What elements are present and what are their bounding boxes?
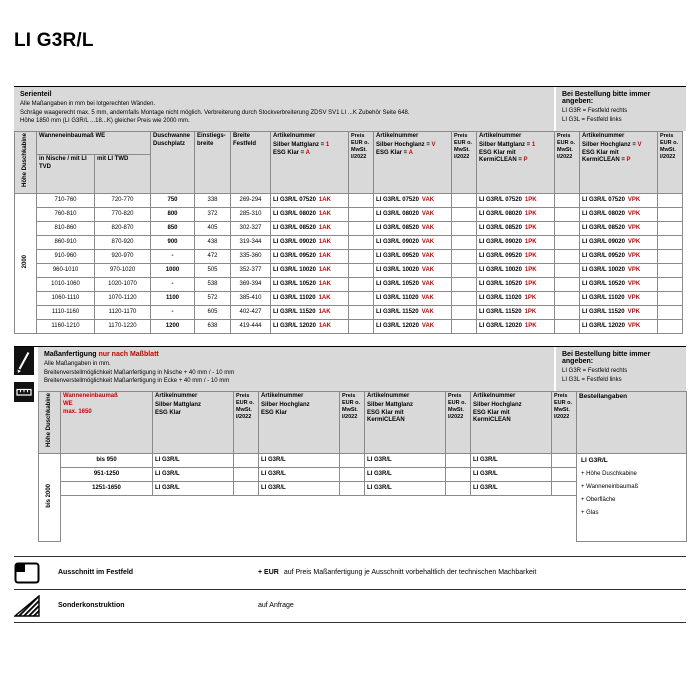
artikel-header-1: Artikelnummer Silber Mattglanz = 1 ESG Klar = A [271, 132, 349, 194]
cell-wanne: 750 [151, 193, 195, 207]
cell-breite: 419-444 [231, 319, 271, 333]
cell-preis [555, 305, 580, 319]
cell-artikelnummer: LI G3R/L [365, 467, 446, 481]
cell-artikelnummer: LI G3R/L 09520 1PK [477, 249, 555, 263]
massanfertigung-ruler-icon [14, 382, 36, 407]
order-info-title: Bei Bestellung bitte immer angeben: [562, 350, 651, 365]
table-row [15, 291, 683, 305]
cell-wanne: 800 [151, 207, 195, 221]
cell-preis [446, 467, 471, 481]
cell-we: 1251-1650 [61, 481, 153, 495]
header-row [39, 391, 687, 453]
cell-artikelnummer: LI G3R/L [471, 481, 552, 495]
cell-artikelnummer: LI G3R/L 11520 1AK [271, 305, 349, 319]
cell-preis [349, 319, 374, 333]
cell-artikelnummer: LI G3R/L 12020 1AK [271, 319, 349, 333]
cell-wanne: - [151, 249, 195, 263]
artikel-header-3: Artikelnummer Silber Mattglanz ESG Klar mit KermiCLEAN [365, 391, 446, 453]
note-line: Breitenverstellmöglichkeit Maßanfertigung in Ecke + 40 mm / - 10 mm [44, 378, 230, 385]
preis-header: Preis EUR o. MwSt. I/2022 [340, 391, 365, 453]
cell-preis [340, 467, 365, 481]
cell-wanne: - [151, 277, 195, 291]
col-duschwanne-header: Duschwanne Duschplatz [151, 132, 195, 194]
massanfertigung-main [38, 347, 686, 542]
hoehe-value: bis 2000 [45, 483, 52, 508]
cell-artikelnummer: LI G3R/L 10020 1AK [271, 263, 349, 277]
bestellangaben-header: Bestellangaben [577, 391, 687, 453]
hoehe-duschkabine-label: Höhe Duschkabine [45, 392, 52, 447]
cell-twd: 870-920 [95, 235, 151, 249]
cell-artikelnummer: LI G3R/L 08520 1AK [271, 221, 349, 235]
preis-header: Preis EUR o. MwSt. I/2022 [552, 391, 577, 453]
empty-area [61, 495, 577, 541]
cell-artikelnummer: LI G3R/L 09020 VAK [374, 235, 452, 249]
cell-artikelnummer: LI G3R/L 11020 VAK [374, 291, 452, 305]
cell-breite: 269-294 [231, 193, 271, 207]
serienteil-section [14, 86, 686, 334]
cell-einstieg: 638 [195, 319, 231, 333]
preis-header: Preis EUR o. MwSt. I/2022 [349, 132, 374, 194]
cell-preis [452, 249, 477, 263]
cell-preis [658, 235, 683, 249]
sonderkonstruktion-row [14, 589, 686, 622]
cell-preis [552, 467, 577, 481]
cell-artikelnummer: LI G3R/L [365, 481, 446, 495]
order-info-line: LI G3R = Festfeld rechts [562, 367, 628, 374]
table-row [15, 235, 683, 249]
artikel-header-2: Artikelnummer Silber Hochglanz = V ESG Klar = A [374, 132, 452, 194]
cell-twd: 1120-1170 [95, 305, 151, 319]
bestell-item: + Höhe Duschkabine [581, 470, 637, 477]
cell-preis [349, 193, 374, 207]
cell-artikelnummer: LI G3R/L 10020 VAK [374, 263, 452, 277]
cell-we: bis 950 [61, 453, 153, 467]
cell-preis [658, 263, 683, 277]
artikel-header-4: Artikelnummer Silber Hochglanz = V ESG Klar mit KermiCLEAN = P [580, 132, 658, 194]
artikel-header-1: Artikelnummer Silber Mattglanz ESG Klar [153, 391, 234, 453]
page-title: LI G3R/L [14, 30, 94, 51]
note-line: Breitenverstellmöglichkeit Maßanfertigung in Nische + 40 mm / - 10 mm [44, 369, 235, 376]
cell-preis [555, 263, 580, 277]
cell-artikelnummer: LI G3R/L 10520 1AK [271, 277, 349, 291]
cell-einstieg: 438 [195, 235, 231, 249]
cell-preis [555, 277, 580, 291]
cell-twd: 970-1020 [95, 263, 151, 277]
cell-preis [552, 453, 577, 467]
cell-nische: 860-910 [37, 235, 95, 249]
cell-preis [658, 249, 683, 263]
cell-artikelnummer: LI G3R/L 12020 VPK [580, 319, 658, 333]
cell-nische: 760-810 [37, 207, 95, 221]
hoehe-value-cell [39, 453, 61, 541]
cell-preis [658, 207, 683, 221]
sonderkonstruktion-icon [14, 595, 58, 617]
cell-preis [452, 193, 477, 207]
cell-artikelnummer: LI G3R/L [365, 453, 446, 467]
cell-einstieg: 338 [195, 193, 231, 207]
cell-nische: 910-960 [37, 249, 95, 263]
cell-artikelnummer: LI G3R/L [153, 453, 234, 467]
cell-preis [349, 277, 374, 291]
cell-preis [452, 319, 477, 333]
cell-preis [349, 207, 374, 221]
cell-artikelnummer: LI G3R/L 08020 VAK [374, 207, 452, 221]
cell-preis [555, 291, 580, 305]
cell-artikelnummer: LI G3R/L 07520 VAK [374, 193, 452, 207]
bestellangaben-cell [577, 453, 687, 541]
cell-wanne: 1200 [151, 319, 195, 333]
cell-artikelnummer: LI G3R/L 07520 VPK [580, 193, 658, 207]
section-title: Maßanfertigung nur nach Maßblatt [44, 350, 159, 358]
cell-artikelnummer: LI G3R/L 07520 1PK [477, 193, 555, 207]
table-row [15, 221, 683, 235]
cell-preis [340, 453, 365, 467]
cell-preis [446, 453, 471, 467]
table-row [15, 193, 683, 207]
note-line: Alle Maßangaben in mm bei lotgerechten Wänden. [20, 101, 156, 107]
preis-header: Preis EUR o. MwSt. I/2022 [452, 132, 477, 194]
cell-artikelnummer: LI G3R/L 10520 1PK [477, 277, 555, 291]
cell-artikelnummer: LI G3R/L 11020 1AK [271, 291, 349, 305]
order-info-box [556, 87, 686, 131]
order-info-line: LI G3R = Festfeld rechts [562, 108, 628, 114]
cell-preis [555, 193, 580, 207]
ausschnitt-text: + EUR auf Preis Maßanfertigung je Ausschnitt vorbehaltlich der technischen Machbarkeit [258, 569, 537, 577]
preis-header: Preis EUR o. MwSt. I/2022 [446, 391, 471, 453]
cell-nische: 710-760 [37, 193, 95, 207]
ausschnitt-icon [14, 562, 58, 584]
cell-twd: 1020-1070 [95, 277, 151, 291]
cell-preis [452, 263, 477, 277]
order-info-line: LI G3L = Festfeld links [562, 376, 622, 383]
cell-artikelnummer: LI G3R/L 09020 1AK [271, 235, 349, 249]
cell-nische: 1110-1160 [37, 305, 95, 319]
cell-preis [452, 291, 477, 305]
hoehe-header-cell [15, 132, 37, 194]
cell-artikelnummer: LI G3R/L 10020 1PK [477, 263, 555, 277]
cell-artikelnummer: LI G3R/L 10020 VPK [580, 263, 658, 277]
serienteil-header-band [14, 87, 686, 131]
cell-einstieg: 405 [195, 221, 231, 235]
cell-preis [452, 221, 477, 235]
massanfertigung-notes [38, 347, 554, 391]
cell-artikelnummer: LI G3R/L 10520 VPK [580, 277, 658, 291]
massanfertigung-section [14, 346, 686, 542]
artikel-header-2: Artikelnummer Silber Hochglanz ESG Klar [259, 391, 340, 453]
cell-wanne: 850 [151, 221, 195, 235]
cell-twd: 1170-1220 [95, 319, 151, 333]
cell-preis [658, 319, 683, 333]
cell-preis [234, 453, 259, 467]
hoehe-duschkabine-label: Höhe Duschkabine [21, 133, 28, 188]
cell-preis [349, 249, 374, 263]
cell-preis [349, 235, 374, 249]
cell-artikelnummer: LI G3R/L [259, 467, 340, 481]
cell-artikelnummer: LI G3R/L 10520 VAK [374, 277, 452, 291]
cell-preis [349, 221, 374, 235]
cell-artikelnummer: LI G3R/L [153, 481, 234, 495]
cell-preis [452, 277, 477, 291]
cell-twd: 1070-1120 [95, 291, 151, 305]
table-row [15, 277, 683, 291]
cell-preis [555, 235, 580, 249]
we-group-header: Wanneneinbaumaß WE [37, 132, 151, 155]
table-row [15, 249, 683, 263]
cell-artikelnummer: LI G3R/L 09520 VAK [374, 249, 452, 263]
col-breite-festfeld-header: Breite Festfeld [231, 132, 271, 194]
header-row [15, 132, 683, 155]
cell-einstieg: 572 [195, 291, 231, 305]
section-title: Serienteil [20, 91, 52, 98]
massanfertigung-pencil-icon [14, 347, 36, 380]
cell-twd: 720-770 [95, 193, 151, 207]
table-row [15, 263, 683, 277]
cell-preis [234, 467, 259, 481]
bestell-product: LI G3R/L [581, 456, 608, 464]
cell-twd: 770-820 [95, 207, 151, 221]
table-row [15, 207, 683, 221]
cell-artikelnummer: LI G3R/L 08520 VAK [374, 221, 452, 235]
note-line: Höhe 1850 mm (LI G3R/L ...18...K) gleicher Preis wie 2000 mm. [20, 118, 190, 125]
note-line: Schräge waagerecht max. 5 mm, andernfalls Montage nicht möglich. Verbreiterung durch Stockverbreiterung ZDSV SV1 LI ...K Zubehör Seite 648. [20, 109, 410, 116]
cell-twd: 920-970 [95, 249, 151, 263]
cell-preis [349, 263, 374, 277]
cell-breite: 352-377 [231, 263, 271, 277]
ausschnitt-row [14, 556, 686, 589]
artikel-header-4: Artikelnummer Silber Hochglanz ESG Klar mit KermiCLEAN [471, 391, 552, 453]
cell-artikelnummer: LI G3R/L 08020 VPK [580, 207, 658, 221]
we-sub2-header: mit LI TWD [95, 155, 151, 194]
cell-twd: 820-870 [95, 221, 151, 235]
cell-artikelnummer: LI G3R/L 11520 1PK [477, 305, 555, 319]
we-max-header: Wanneneinbaumaß WE max. 1650 [61, 391, 153, 453]
cell-nische: 1160-1210 [37, 319, 95, 333]
massanfertigung-table [38, 391, 687, 542]
cell-artikelnummer: LI G3R/L 11020 VPK [580, 291, 658, 305]
cell-preis [349, 305, 374, 319]
massanfertigung-header-band [38, 347, 686, 391]
serienteil-table [14, 131, 683, 334]
cell-wanne: 1000 [151, 263, 195, 277]
cell-artikelnummer: LI G3R/L [153, 467, 234, 481]
preis-header: Preis EUR o. MwSt. I/2022 [658, 132, 683, 194]
artikel-header-3: Artikelnummer Silber Mattglanz = 1 ESG Klar mit KermiCLEAN = P [477, 132, 555, 194]
cell-preis [452, 207, 477, 221]
cell-artikelnummer: LI G3R/L 11520 VAK [374, 305, 452, 319]
preis-header: Preis EUR o. MwSt. I/2022 [555, 132, 580, 194]
cell-breite: 385-410 [231, 291, 271, 305]
cell-breite: 335-360 [231, 249, 271, 263]
cell-einstieg: 372 [195, 207, 231, 221]
cell-artikelnummer: LI G3R/L 08020 1AK [271, 207, 349, 221]
cell-artikelnummer: LI G3R/L 08520 1PK [477, 221, 555, 235]
bestell-item: + Glas [581, 510, 599, 517]
cell-einstieg: 505 [195, 263, 231, 277]
table-row [39, 453, 687, 467]
cell-artikelnummer: LI G3R/L [259, 481, 340, 495]
sonderkonstruktion-text: auf Anfrage [258, 602, 294, 610]
we-sub1-header: in Nische / mit LI TVD [37, 155, 95, 194]
hoehe-value-cell [15, 193, 37, 333]
cell-breite: 369-394 [231, 277, 271, 291]
note-line: Alle Maßangaben in mm. [44, 360, 111, 367]
cell-nische: 960-1010 [37, 263, 95, 277]
hoehe-value: 2000 [21, 255, 28, 269]
cell-einstieg: 605 [195, 305, 231, 319]
cell-nische: 810-860 [37, 221, 95, 235]
cell-preis [658, 193, 683, 207]
cell-breite: 302-327 [231, 221, 271, 235]
cell-einstieg: 472 [195, 249, 231, 263]
cell-artikelnummer: LI G3R/L 09020 VPK [580, 235, 658, 249]
cell-preis [658, 305, 683, 319]
order-info-title: Bei Bestellung bitte immer angeben: [562, 91, 651, 105]
cell-preis [349, 291, 374, 305]
cell-nische: 1060-1110 [37, 291, 95, 305]
table-row [15, 305, 683, 319]
cell-preis [555, 249, 580, 263]
cell-preis [446, 481, 471, 495]
cell-we: 951-1250 [61, 467, 153, 481]
cell-wanne: 900 [151, 235, 195, 249]
cell-preis [340, 481, 365, 495]
cell-preis [555, 221, 580, 235]
cell-preis [555, 319, 580, 333]
cell-preis [658, 291, 683, 305]
cell-artikelnummer: LI G3R/L 08020 1PK [477, 207, 555, 221]
cell-artikelnummer: LI G3R/L 09520 1AK [271, 249, 349, 263]
margin-icons [14, 347, 36, 542]
cell-einstieg: 538 [195, 277, 231, 291]
cell-preis [658, 277, 683, 291]
cell-preis [658, 221, 683, 235]
cell-wanne: - [151, 305, 195, 319]
sonderkonstruktion-label: Sonderkonstruktion [58, 602, 125, 610]
order-info-box [556, 347, 686, 391]
cell-preis [555, 207, 580, 221]
ausschnitt-label: Ausschnitt im Festfeld [58, 569, 134, 577]
cell-preis [234, 481, 259, 495]
cell-nische: 1010-1060 [37, 277, 95, 291]
preis-header: Preis EUR o. MwSt. I/2022 [234, 391, 259, 453]
cell-preis [452, 305, 477, 319]
cell-breite: 402-427 [231, 305, 271, 319]
table-row [15, 319, 683, 333]
cell-preis [552, 481, 577, 495]
cell-artikelnummer: LI G3R/L 09520 VPK [580, 249, 658, 263]
footer-notes [14, 556, 686, 623]
cell-artikelnummer: LI G3R/L 07520 1AK [271, 193, 349, 207]
bestell-item: + Oberfläche [581, 496, 616, 503]
cell-artikelnummer: LI G3R/L 12020 VAK [374, 319, 452, 333]
bestell-item: + Wanneneinbaumaß [581, 483, 639, 490]
cell-preis [452, 235, 477, 249]
cell-breite: 285-310 [231, 207, 271, 221]
serienteil-notes [14, 87, 554, 131]
cell-artikelnummer: LI G3R/L 09020 1PK [477, 235, 555, 249]
order-info-line: LI G3L = Festfeld links [562, 116, 622, 123]
cell-wanne: 1100 [151, 291, 195, 305]
cell-artikelnummer: LI G3R/L 11020 1PK [477, 291, 555, 305]
cell-artikelnummer: LI G3R/L 12020 1PK [477, 319, 555, 333]
cell-artikelnummer: LI G3R/L [471, 453, 552, 467]
hoehe-header-cell [39, 391, 61, 453]
cell-artikelnummer: LI G3R/L 08520 VPK [580, 221, 658, 235]
cell-breite: 319-344 [231, 235, 271, 249]
col-einstiegsbreite-header: Einstiegs- breite [195, 132, 231, 194]
cell-artikelnummer: LI G3R/L 11520 VPK [580, 305, 658, 319]
cell-artikelnummer: LI G3R/L [471, 467, 552, 481]
cell-artikelnummer: LI G3R/L [259, 453, 340, 467]
